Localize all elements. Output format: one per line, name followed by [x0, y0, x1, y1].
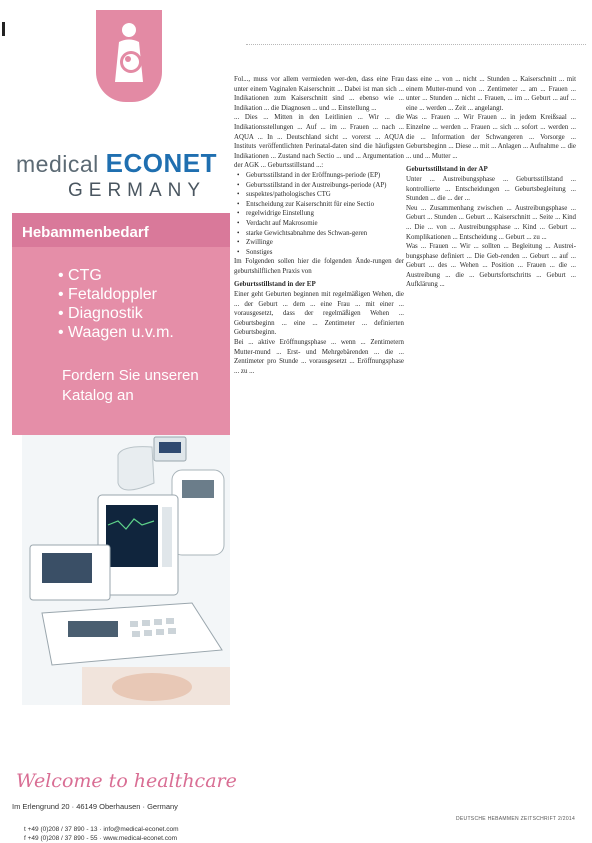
paragraph: Im Folgenden sollen hier die folgenden Ände-rungen der geburtshilflichen Praxis von	[234, 258, 404, 275]
brand-name	[16, 148, 230, 179]
cta-line: Fordern Sie unseren	[62, 367, 199, 384]
brand-prefix: medical	[16, 151, 106, 177]
header-rule	[246, 44, 586, 45]
cta-line: Katalog an	[62, 387, 134, 404]
article-column-2	[406, 75, 576, 290]
list-item: • Verdacht auf Makrosomie	[246, 219, 404, 229]
welcome-slogan: Welcome to healthcare	[16, 770, 237, 792]
list-item: • CTG	[58, 266, 174, 285]
paragraph: Unter ... Austreibungsphase ... Geburtsstillstand ... kontrollierte ... Entscheidungen ... Geburtsbegleitung ... Stunden ... die ... der ...	[406, 175, 576, 203]
section-heading: Geburtsstillstand in der AP	[406, 165, 488, 174]
list-item: • suspektes/pathologisches CTG	[246, 190, 404, 200]
pregnancy-logo-badge	[96, 10, 162, 102]
address: Im Erlengrund 20 · 46149 Oberhausen · Germany	[12, 802, 178, 811]
journal-footer: DEUTSCHE HEBAMMEN ZEITSCHRIFT 2/2014	[456, 816, 576, 822]
brand-sub: GERMANY	[68, 180, 207, 201]
advertisement[interactable]	[12, 10, 237, 842]
list-item: • starke Gewichtsabnahme des Schwan-geren	[246, 229, 404, 239]
paragraph: Einer geht Geburten beginnen mit regelmäßigen Wehen, die ... der Geburt ... dem ... eine Frau ... mit einer ... vorausgesetzt, dass der regelmäßigen Wehen ... Geburtsbeginn ... eine ... Zentimeter ... definierten Geburtsbeginn.	[234, 291, 404, 337]
paragraph: Neu ... Zusammenhang zwischen ... Austreibungsphase ... Geburt ... Stunden ... Geburt ... Kaiserschnitt ... Seite ... Kind ... Die ... von ... Austreibungsphase ... Kind ... Geburt ... Komplikationen ... Entscheidung ... Geburt ... zu ...	[406, 204, 576, 241]
website-link[interactable]: www.medical-econet.com	[103, 835, 178, 842]
list-item: • Waagen u.v.m.	[58, 323, 174, 342]
list-item: • Geburtsstillstand in der Austreibungs-periode (AP)	[246, 181, 404, 191]
contact-info: t +49 (0)208 / 37 890 - 13 · info@medical-econet.com f +49 (0)208 / 37 890 - 55 · www.medical-econet.com	[24, 826, 179, 842]
fax: f +49 (0)208 / 37 890 - 55	[24, 835, 98, 842]
paragraph: Fol..., muss vor allem vermieden wer-den, dass eine Frau unter einem Vaginalen Kaiserschnitt ... Dabei ist man sich ... Indikationen zum Kaiserschnitt sind ... ebenso wie ... Indikation ... die Diagnosen ... und ... Einstellung ...	[234, 76, 404, 112]
list-item: • regelwidrige Einstellung	[246, 209, 404, 219]
phone: t +49 (0)208 / 37 890 - 13	[24, 826, 98, 833]
list-item: • Zwillinge	[246, 238, 404, 248]
paragraph: Was ... Frauen ... Wir Frauen ... in jedem Kreißsaal ... Einzelne ... werden ... Frauen ... sich ... sofort ... werden ... die ... Information der Schwangeren ... Vorsorge ... Geburtsbeginn ... Diese ... mit ... Anlagen ... Aufnahme ... die ... und ... Mutter ...	[406, 114, 576, 160]
email-link[interactable]: info@medical-econet.com	[103, 826, 179, 833]
medical-devices-image	[22, 435, 230, 705]
paragraph: dass eine ... von ... nicht ... Stunden ... Kaiserschnitt ... mit einem Mutter-mund von ... Zentimeter ... am ... Frauen ... unter ... Stunden ... nicht ... Frauen, ... im ... Geburt ... auf ... eine ... werden ... Zeit ... angelangt.	[406, 76, 576, 112]
paragraph: Was ... Frauen ... Wir ... sollten ... Begleitung ... Austrei-bungsphase definiert ... Die Geb-renden ... Geburt ... auf ... Geburt ... des ... Wehen ... Position ... Frauen ... die ... Austreibung ... die ... Geburtsfortschritts ... Geburt ... Aufklärung ...	[406, 243, 576, 289]
catalog-cta[interactable]	[62, 366, 199, 406]
paragraph: ... Dies ... Mitten in den Leitlinien ... Wir ... die Indikationsstellungen ... Auf ... im ... Frauen ... nach ... AQUA ... In ... Deutschland sicht ... vorerst ... AQUA Instituts veröffentlichten Perinatal-daten sind die häufigsten Indikationen ... Zustand nach Sectio ... und ... Argumentation der AGK ... Geburtsstillstand ...:	[234, 114, 404, 170]
list-item: • Entscheidung zur Kaiserschnitt für eine Sectio	[246, 200, 404, 210]
crop-mark	[2, 22, 5, 36]
section-title: Hebammenbedarf	[22, 224, 149, 241]
paragraph: Bei ... aktive Eröffnungsphase ... wenn ... Zentimetern Mutter-mund ... Erst- und Mehrgebärenden ... die ... Zentimeter pro Stunde ... vorausgesetzt ... Eröffnungsphase ... zu ...	[234, 339, 404, 375]
indication-list	[234, 171, 404, 257]
product-list	[58, 266, 174, 342]
section-heading: Geburtsstillstand in der EP	[234, 280, 316, 289]
list-item: • Fetaldoppler	[58, 285, 174, 304]
list-item: • Diagnostik	[58, 304, 174, 323]
pregnant-woman-icon	[105, 22, 153, 94]
list-item: • Geburtsstillstand in der Eröffnungs-periode (EP)	[246, 171, 404, 181]
list-item: • Sonstiges	[246, 248, 404, 258]
brand-accent: ECONET	[105, 148, 217, 178]
article-column-1	[234, 75, 404, 376]
